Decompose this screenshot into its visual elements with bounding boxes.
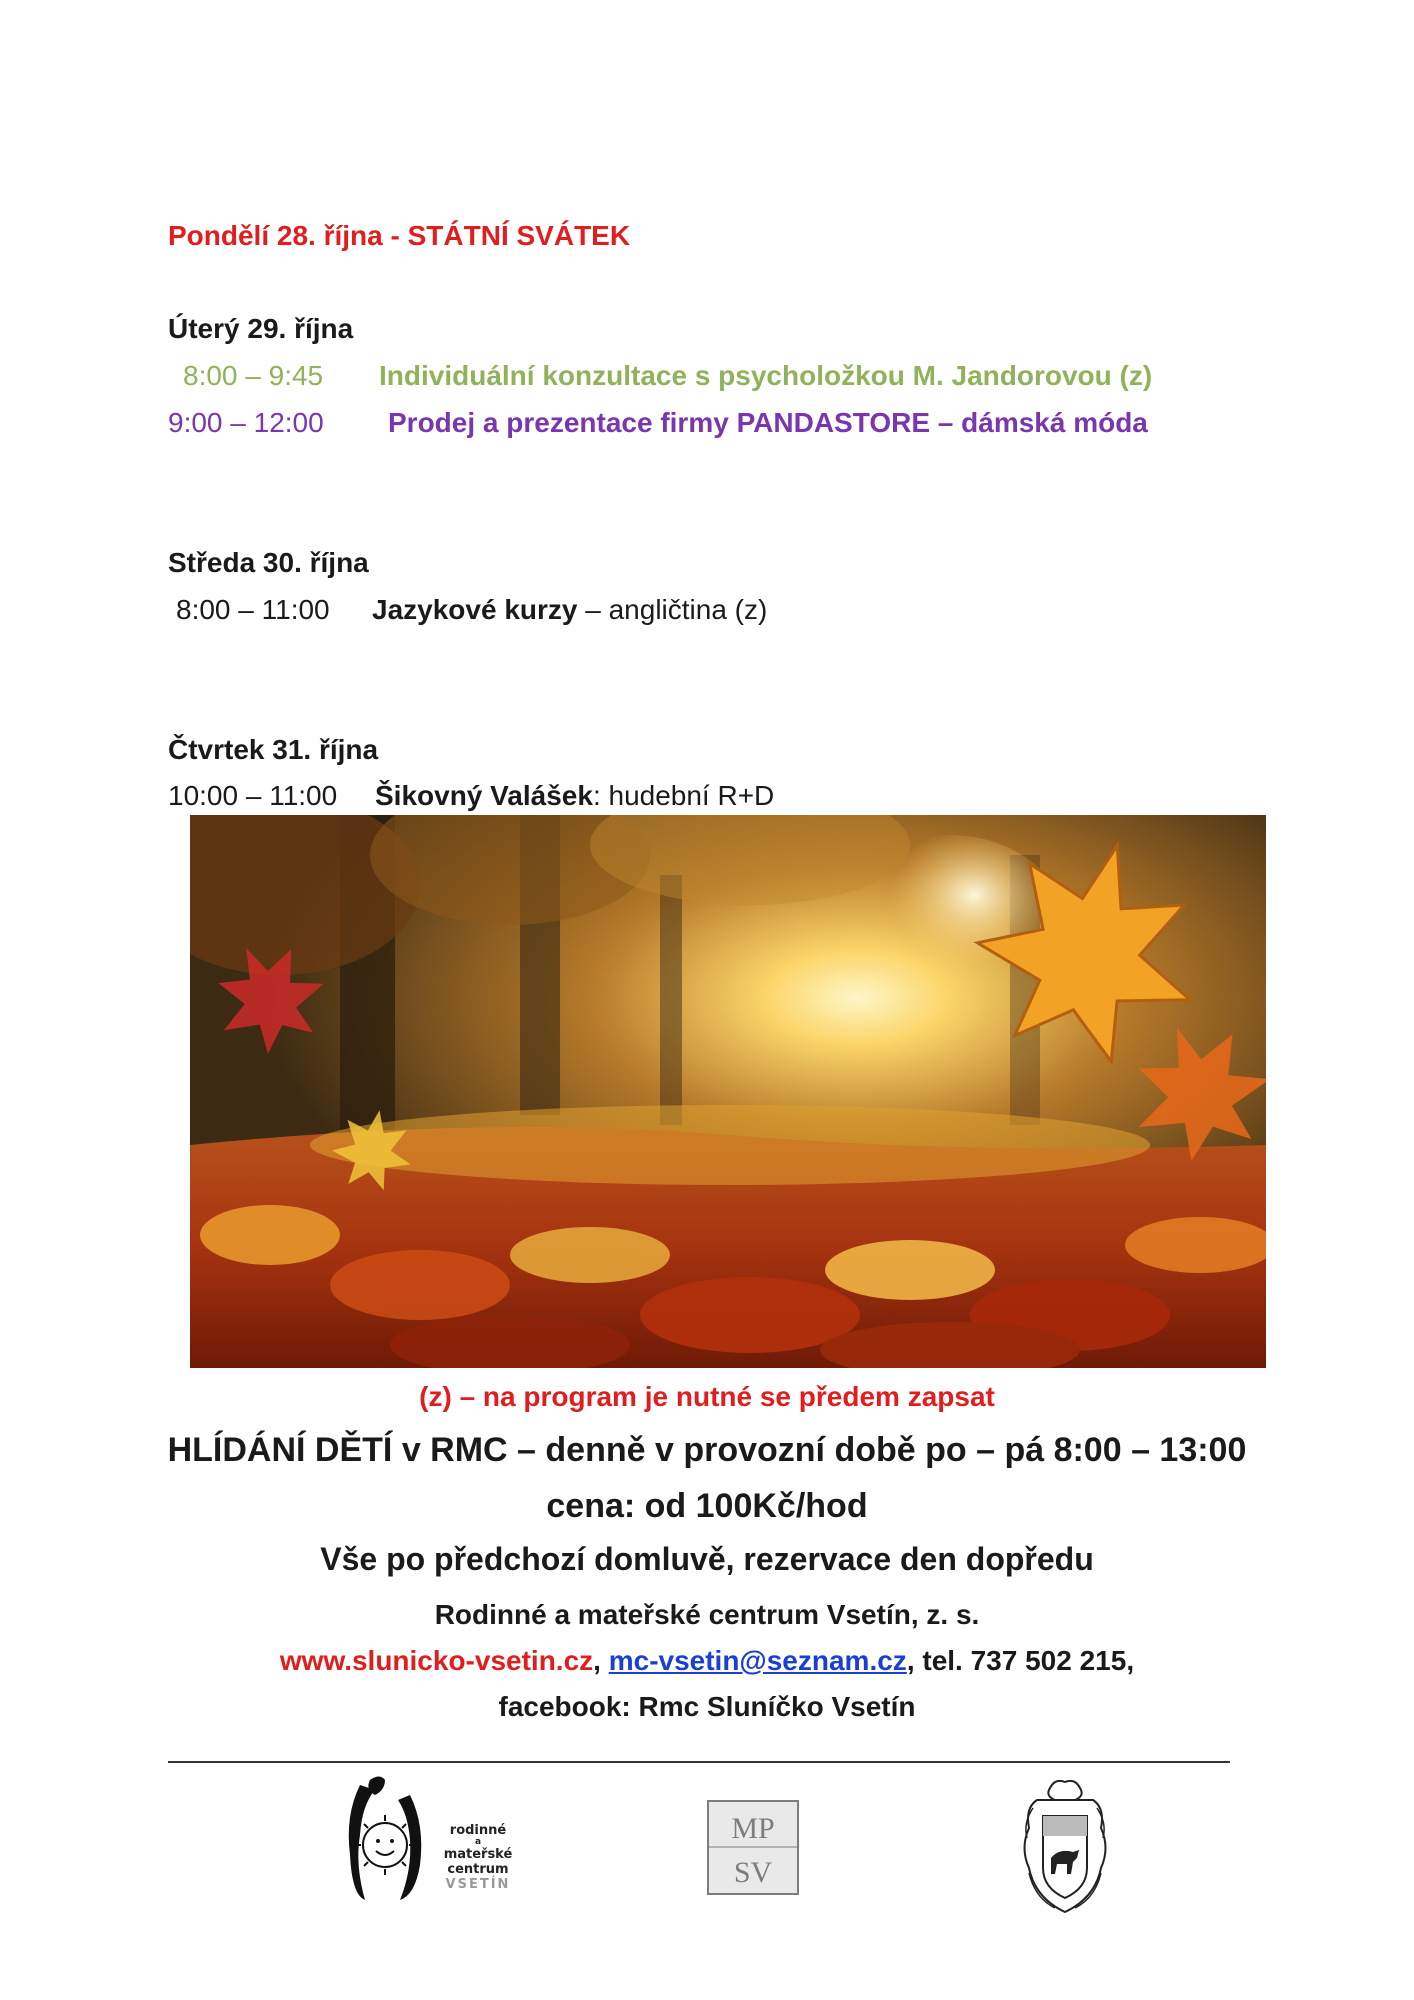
event-row — [372, 592, 767, 628]
logo-text: a — [474, 1837, 482, 1847]
babysitting-line — [0, 1428, 1414, 1472]
organization-name: Rodinné a mateřské centrum Vsetín, z. s. — [434, 1599, 980, 1630]
event-time: 9:00 – 12:00 — [168, 407, 324, 438]
logo-text: centrum — [447, 1862, 509, 1877]
facebook-text: facebook: Rmc Sluníčko Vsetín — [498, 1691, 916, 1722]
babysitting-title: HLÍDÁNÍ DĚTÍ v RMC — [167, 1431, 508, 1469]
logo-text: rodinné — [449, 1823, 507, 1838]
event-detail: : hudební R+D — [592, 780, 775, 811]
autumn-leaves-photo — [190, 815, 1266, 1368]
babysitting-price: cena: od 100Kč/hod — [546, 1487, 868, 1525]
mpsv-logo — [707, 1800, 799, 1895]
wednesday-heading: Středa 30. října — [168, 547, 369, 578]
logo-text: SV — [733, 1856, 773, 1889]
event-row — [375, 778, 774, 814]
event-title: Individuální konzultace s psycholožkou M. Jandorovou (z) — [379, 360, 1153, 391]
logo-text: mateřské — [443, 1847, 513, 1862]
babysitting-hours: – denně v provozní době po – pá 8:00 – 13:00 — [507, 1431, 1247, 1469]
separator: , — [593, 1645, 609, 1676]
email-link[interactable]: mc-vsetin@seznam.cz — [608, 1645, 907, 1676]
sun-family-icon — [340, 1775, 430, 1905]
contact-line — [0, 1643, 1414, 1679]
event-time: 8:00 – 11:00 — [176, 594, 330, 625]
event-row — [183, 358, 323, 394]
phone-text: , tel. 737 502 215, — [906, 1645, 1135, 1676]
registration-note: (z) – na program je nutné se předem zapsat — [419, 1381, 995, 1412]
event-detail: – angličtina (z) — [577, 594, 768, 625]
monday-heading: Pondělí 28. října - STÁTNÍ SVÁTEK — [168, 220, 631, 251]
event-time: 10:00 – 11:00 — [168, 780, 338, 811]
divider — [168, 1761, 1230, 1763]
event-title: Jazykové kurzy — [372, 594, 578, 625]
thursday-heading: Čtvrtek 31. října — [168, 734, 379, 765]
tuesday-heading: Úterý 29. října — [168, 313, 354, 344]
event-row — [168, 405, 324, 441]
logo-text: MP — [731, 1812, 775, 1845]
babysitting-booking: Vše po předchozí domluvě, rezervace den dopředu — [320, 1541, 1094, 1577]
vsetin-coat-of-arms-logo — [1015, 1778, 1115, 1918]
event-title: Šikovný Valášek — [375, 780, 593, 811]
event-title: Prodej a prezentace firmy PANDASTORE – dámská móda — [388, 407, 1148, 438]
mc-vsetin-logo — [340, 1775, 540, 1915]
website-link[interactable]: www.slunicko-vsetin.cz — [279, 1645, 594, 1676]
event-time: 8:00 – 9:45 — [183, 360, 324, 391]
logo-text: VSETÍN — [445, 1877, 511, 1892]
